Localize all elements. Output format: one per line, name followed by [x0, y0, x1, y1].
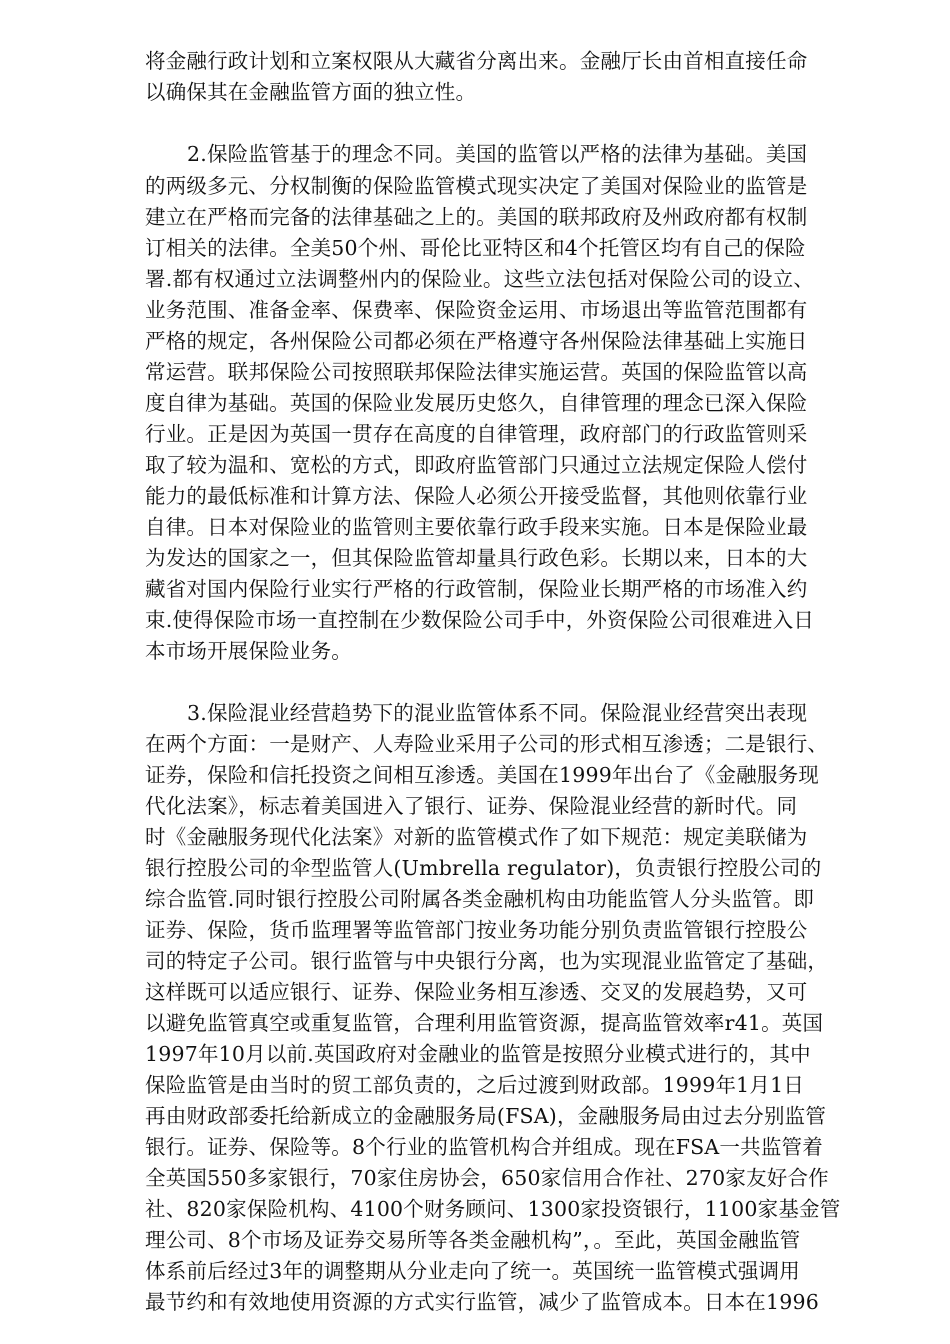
text-line: 常运营。联邦保险公司按照联邦保险法律实施运营。英国的保险监管以高 [145, 360, 808, 384]
text-line: 理公司、8个市场及证券交易所等各类金融机构”，。至此，英国金融监管 [145, 1228, 801, 1252]
text-line: 证券、保险，货币监理署等监管部门按业务功能分别负责监管银行控股公 [145, 918, 808, 942]
text-line: 司的特定子公司。银行监管与中央银行分离，也为实现混业监管定了基础， [145, 949, 829, 973]
text-line: 的两级多元、分权制衡的保险监管模式现实决定了美国对保险业的监管是 [145, 174, 808, 198]
text-line: 证券，保险和信托投资之间相互渗透。美国在1999年出台了《金融服务现 [145, 763, 819, 787]
text-line: 严格的规定，各州保险公司都必须在严格遵守各州保险法律基础上实施日 [145, 329, 808, 353]
text-line: 2.保险监管基于的理念不同。美国的监管以严格的法律为基础。美国 [187, 142, 808, 166]
text-line: 为发达的国家之一，但其保险监管却量具行政色彩。长期以来，日本的大 [145, 546, 808, 570]
text-line: 最节约和有效地使用资源的方式实行监管，减少了监管成本。日本在1996 [145, 1290, 819, 1314]
text-line: 行业。正是因为英国一贯存在高度的自律管理，政府部门的行政监管则采 [145, 422, 808, 446]
text-line: 建立在严格而完备的法律基础之上的。美国的联邦政府及州政府都有权制 [145, 205, 808, 229]
text-line: 社、820家保险机构、4100个财务顾问、1300家投资银行，1100家基金管 [145, 1197, 841, 1221]
text-line: 代化法案》，标志着美国进入了银行、证券、保险混业经营的新时代。同 [145, 794, 798, 818]
text-line: 署.都有权通过立法调整州内的保险业。这些立法包括对保险公司的设立、 [145, 267, 815, 291]
text-line: 综合监管.同时银行控股公司附属各类金融机构由功能监管人分头监管。即 [145, 887, 815, 911]
text-line: 全英国550多家银行，70家住房协会，650家信用合作社、270家友好合作 [145, 1166, 829, 1190]
text-line: 3.保险混业经营趋势下的混业监管体系不同。保险混业经营突出表现 [187, 701, 808, 725]
text-line: 银行。证券、保险等。8个行业的监管机构合并组成。现在FSA一共监管着 [145, 1135, 823, 1159]
text-line: 将金融行政计划和立案权限从大藏省分离出来。金融厅长由首相直接任命 [145, 49, 808, 73]
text-line: 度自律为基础。英国的保险业发展历史悠久，自律管理的理念已深入保险 [145, 391, 808, 415]
text-line: 取了较为温和、宽松的方式，即政府监管部门只通过立法规定保险人偿付 [145, 453, 808, 477]
text-line: 以确保其在金融监管方面的独立性。 [145, 80, 477, 104]
text-line: 时《金融服务现代化法案》对新的监管模式作了如下规范：规定美联储为 [145, 825, 808, 849]
text-line: 能力的最低标准和计算方法、保险人必须公开接受监督，其他则依靠行业 [145, 484, 808, 508]
text-line: 藏省对国内保险行业实行严格的行政管制，保险业长期严格的市场准入约 [145, 577, 808, 601]
text-line: 1997年10月以前.英国政府对金融业的监管是按照分业模式进行的，其中 [145, 1042, 811, 1066]
text-line: 自律。日本对保险业的监管则主要依靠行政手段来实施。日本是保险业最 [145, 515, 808, 539]
text-line: 本市场开展保险业务。 [145, 639, 352, 663]
text-line: 保险监管是由当时的贸工部负责的，之后过渡到财政部。1999年1月1日 [145, 1073, 805, 1097]
text-line: 业务范围、准备金率、保费率、保险资金运用、市场退出等监管范围都有 [145, 298, 808, 322]
text-line: 订相关的法律。全美50个州、哥伦比亚特区和4个托管区均有自己的保险 [145, 236, 806, 260]
text-line: 这样既可以适应银行、证券、保险业务相互渗透、交叉的发展趋势，又可 [145, 980, 808, 1004]
text-line: 体系前后经过3年的调整期从分业走向了统一。英国统一监管模式强调用 [145, 1259, 800, 1283]
text-line: 银行控股公司的伞型监管人(Umbrella regulator)，负责银行控股公司的 [145, 856, 822, 880]
text-line: 以避免监管真空或重复监管，合理利用监管资源，提高监管效率r41。英国 [145, 1011, 824, 1035]
text-line: 再由财政部委托给新成立的金融服务局(FSA)，金融服务局由过去分别监管 [145, 1104, 827, 1128]
text-line: 束.使得保险市场一直控制在少数保险公司手中，外资保险公司很难进入日 [145, 608, 815, 632]
text-line: 在两个方面：一是财产、人寿险业采用子公司的形式相互渗透；二是银行、 [145, 732, 829, 756]
